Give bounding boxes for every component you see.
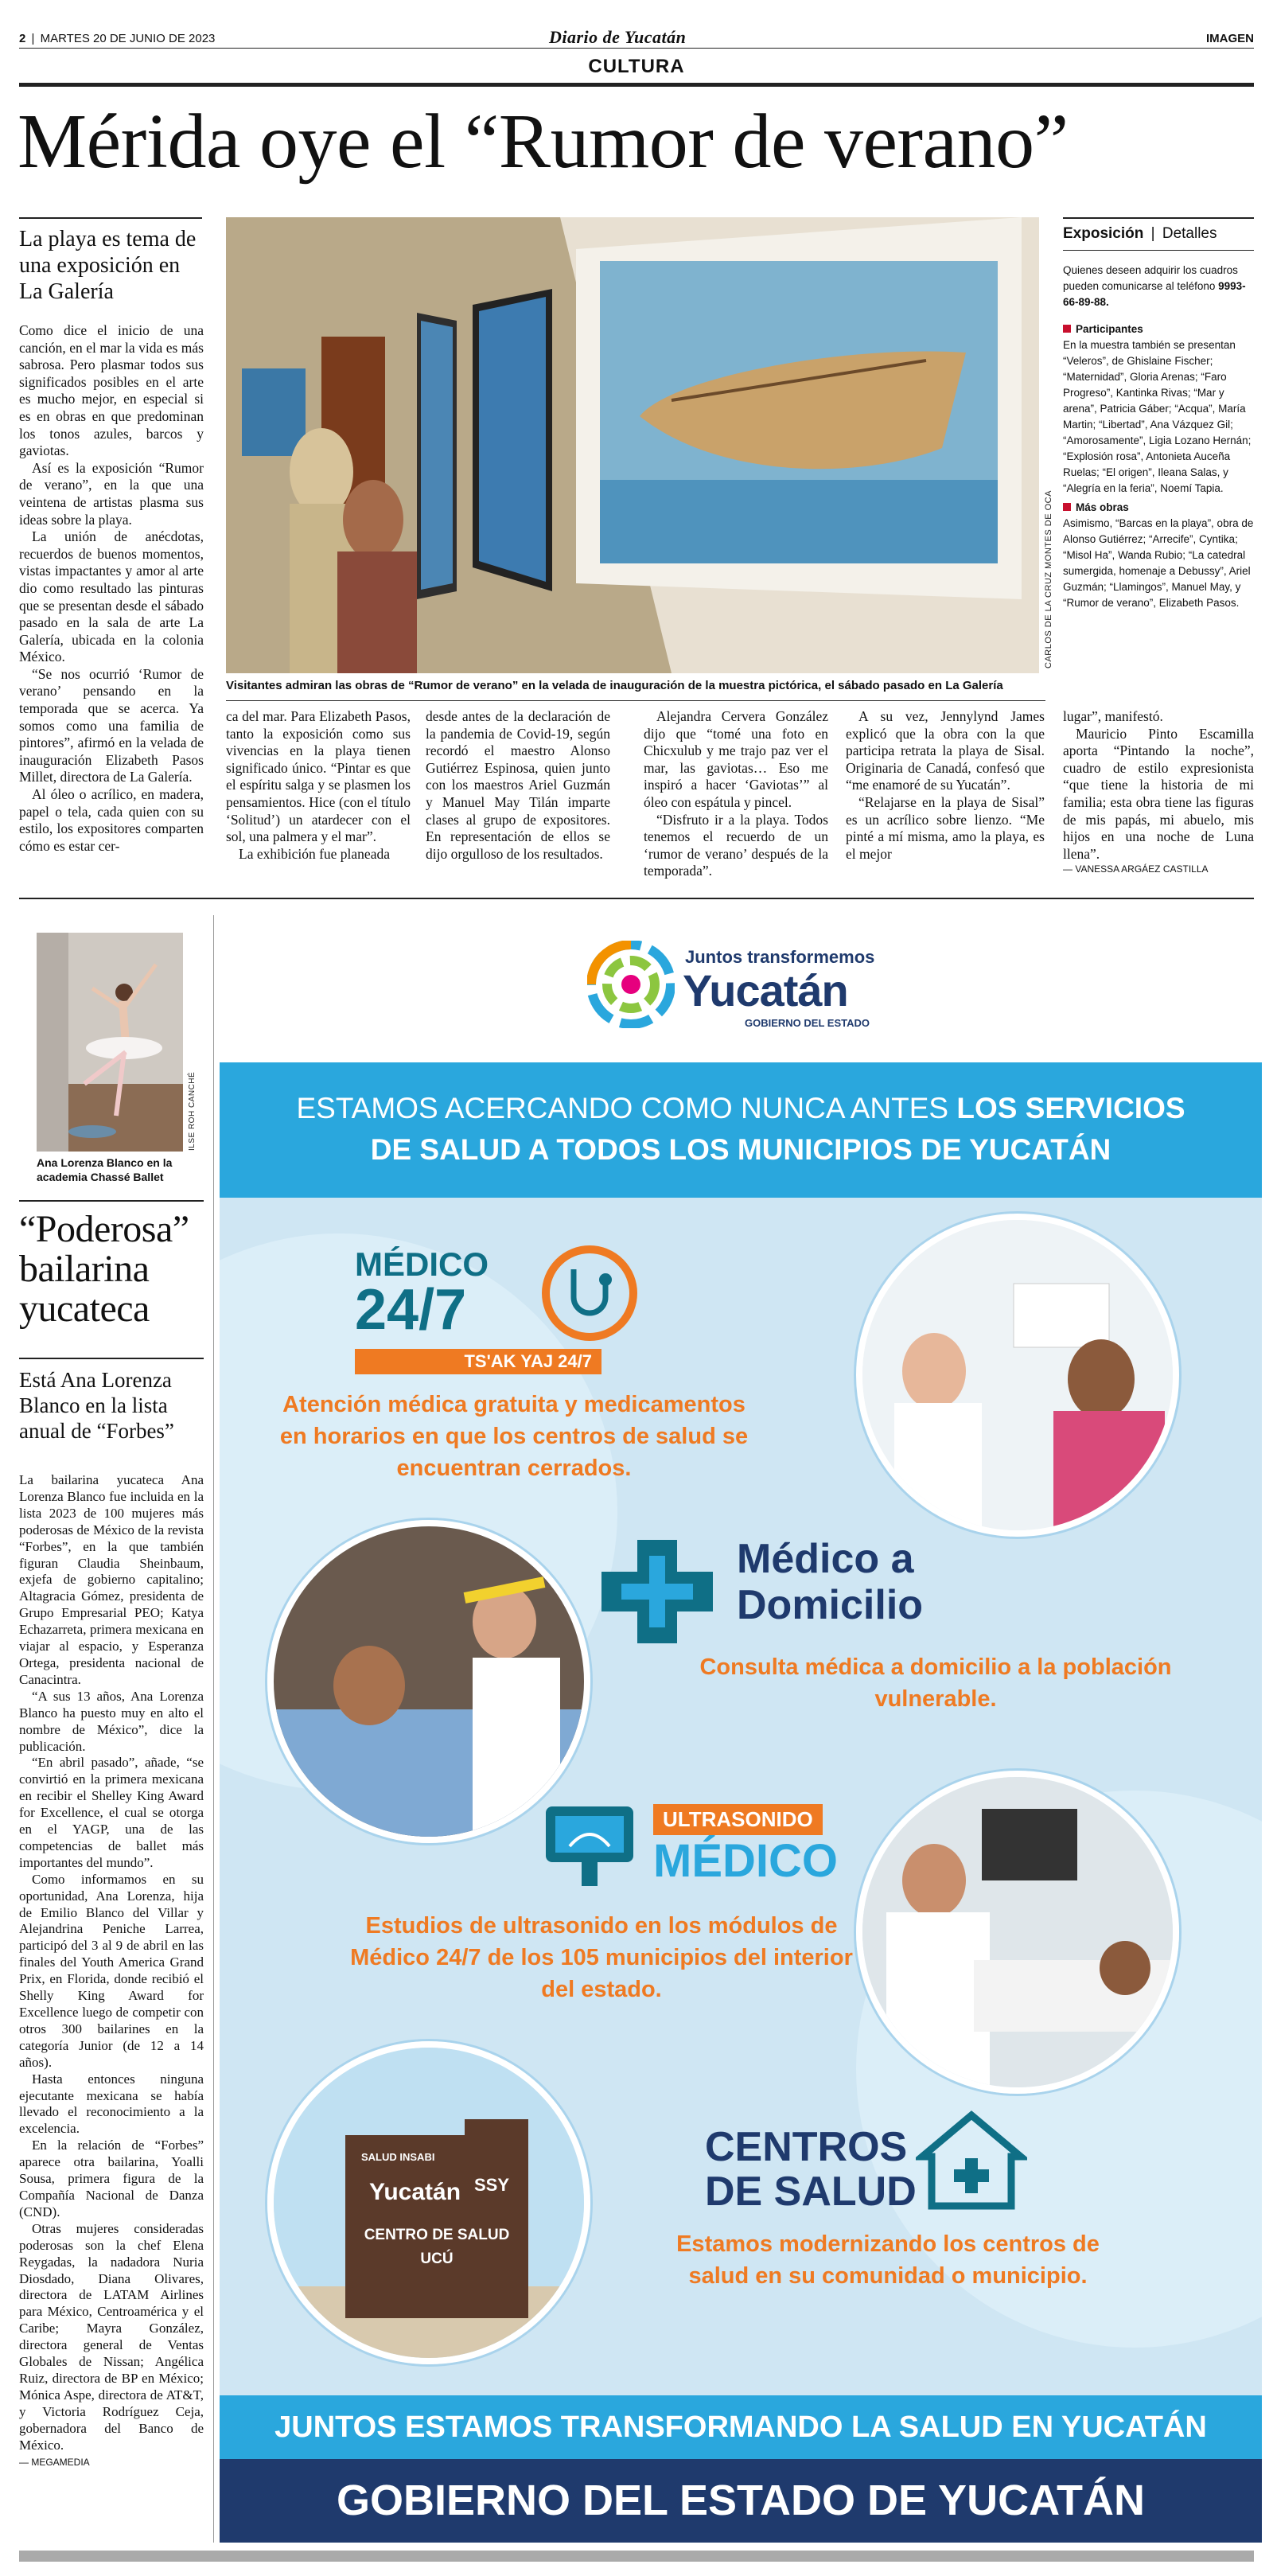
paragraph: Alejandra Cervera González dijo que “tomé una foto en Chicxulub y me trajo paz ver el mar, las gaviotas… Eso me inspiró a hacer ‘Gaviotas’” al óleo con espátula y pincel. bbox=[644, 708, 828, 810]
participants-heading bbox=[1063, 322, 1254, 337]
paragraph: Como informamos en su oportunidad, Ana Lorenza, hija de Emilio Blanco del Villar y Alejandrina Peniche Larrea, participó del 3 al 9 de abril en las finales del Youth America Grand Prix, en Florida, donde recibió el Shelly King Award for Excellence luego de competir con otros 300 bailarines en la categoría Junior (de 12 a 14 años). bbox=[19, 1871, 204, 2070]
sidebar-intro bbox=[1063, 263, 1254, 310]
yucatan-logo-icon bbox=[587, 941, 675, 1028]
sidebar-rule-2 bbox=[1063, 250, 1254, 251]
sign-line-1: CENTRO DE SALUD bbox=[364, 2227, 510, 2243]
participants-heading-text: Participantes bbox=[1076, 323, 1143, 335]
ad-footer-banner-2: GOBIERNO DEL ESTADO DE YUCATÁN bbox=[220, 2459, 1262, 2543]
ad-top-banner bbox=[220, 1062, 1262, 1198]
section-label-right: IMAGEN bbox=[1206, 32, 1254, 45]
article2-deck: Está Ana Lorenza Blanco en la lista anual de “Forbes” bbox=[19, 1368, 174, 1443]
clinic-house-icon bbox=[916, 2109, 1027, 2212]
gallery-photo bbox=[226, 217, 1039, 673]
column-divider bbox=[213, 915, 214, 2543]
medico-maya: TS'AK YAJ 24/7 bbox=[355, 1349, 601, 1374]
article-column-2 bbox=[226, 708, 411, 863]
doctor-photo-illustration bbox=[862, 1220, 1173, 1530]
ad-footer-banner-1: JUNTOS ESTAMOS TRANSFORMANDO LA SALUD EN YUCATÁN bbox=[220, 2395, 1262, 2459]
domicilio-title-1: Médico a bbox=[737, 1536, 914, 1582]
page-number: 2 bbox=[19, 32, 26, 45]
paragraph: “Se nos ocurrió ‘Rumor de verano’ pensando en la temporada que se acerca. Ya somos como una familia de pintores”, afirmó en la velada de inauguración Elizabeth Pasos Millet, directora de La Galería. bbox=[19, 665, 204, 785]
section-rule bbox=[19, 83, 1254, 87]
sidebar-title-main: Exposición bbox=[1063, 225, 1144, 242]
bullet-square-icon bbox=[1063, 503, 1071, 511]
paragraph: “En abril pasado”, añade, “se convirtió en la primera mexicana en recibir el Shelley King Award for Excellence, el cual se otorga en el YAGP, una de las competencias de ballet más importantes del mundo”. bbox=[19, 1755, 204, 1870]
section-divider bbox=[19, 898, 1254, 899]
domicilio-title bbox=[737, 1536, 923, 1628]
photo-credit-2: ILSE ROH CANCHÉ bbox=[188, 1071, 197, 1151]
page-number-date: 2 | MARTES 20 DE JUNIO DE 2023 bbox=[19, 32, 216, 45]
sign-top: SALUD INSABI bbox=[361, 2151, 435, 2163]
home-visit-illustration bbox=[274, 1526, 584, 1837]
article-column-5 bbox=[846, 708, 1045, 863]
footer-rule bbox=[19, 2551, 1254, 2562]
medico-247: 24/7 bbox=[355, 1278, 467, 1342]
domicilio-title-2: Domicilio bbox=[737, 1582, 924, 1628]
participants-text: En la muestra también se presentan “Veleros”, de Ghislaine Fischer; “Maternidad”, Gloria Arenas; “Faro Progreso”, Kantinka Rivas; “Mar y arena”, Patricia Gáber; “Acqua”, María Martin; “Libertad”, Ana Vázquez Gil; “Amorosamente”, Ligia Lozano Hernán; “Explosión rosa”, Antonieta Auceña Ruelas; “El origen”, Ileana Salas, y “Alegría en la feria”, Noemí Tapia. bbox=[1063, 339, 1252, 494]
home-visit-photo bbox=[267, 1520, 590, 1843]
section-name: CULTURA bbox=[588, 56, 685, 77]
sign-brand: Yucatán bbox=[369, 2179, 461, 2205]
centros-text: Estamos modernizando los centros de salud en su comunidad o municipio. bbox=[676, 2231, 1100, 2289]
article-column-4 bbox=[644, 708, 828, 880]
sidebar-phone: 9993-66-89-88. bbox=[1063, 280, 1246, 308]
centros-title-1: CENTROS bbox=[705, 2124, 908, 2170]
health-center-photo bbox=[267, 2041, 590, 2364]
paragraph: Hasta entonces ninguna ejecutante mexicana se había llevado el reconocimiento a la excelencia. bbox=[19, 2071, 204, 2137]
sidebar-title-sub: Detalles bbox=[1162, 225, 1217, 242]
banner-line-2: DE SALUD A TODOS LOS MUNICIPIOS DE YUCATÁN bbox=[370, 1133, 1111, 1166]
paragraph: desde antes de la declaración de la pandemia de Covid-19, según recordó el maestro Alonso Gutiérrez Espinosa, quien junto con los maestros Ariel Guzmán y Manuel May Tilán imparte clases al grupo de expositores. En representación de ellos se dijo orgulloso de los resultados. bbox=[426, 708, 610, 862]
paragraph: Otras mujeres consideradas poderosas son la chef Elena Reygadas, la nadadora Nuria Diosdado, Diana Olivares, directora de LATAM Airlines para México, Centroamérica y el Caribe; Mayra González, directora general de Ventas Globales de Nissan; Angélica Ruiz, directora de BP en México; Mónica Aspe, directora de AT&T, y Victoria Rodríguez Ceja, gobernadora del Banco de México. bbox=[19, 2220, 204, 2453]
ultrasound-photo-illustration bbox=[862, 1777, 1173, 2087]
more-heading-text: Más obras bbox=[1076, 501, 1129, 513]
ballerina-illustration bbox=[37, 933, 183, 1152]
more-heading bbox=[1063, 500, 1254, 516]
paragraph: “Disfruto ir a la playa. Todos tenemos el recuerdo de un ‘rumor de verano’ después de la temporada”. bbox=[644, 811, 828, 879]
ultra-text: Estudios de ultrasonido en los módulos de Médico 24/7 de los 105 municipios del interior del estado. bbox=[350, 1913, 853, 2002]
ad-logo-area bbox=[220, 915, 1262, 1062]
ballerina-photo bbox=[37, 933, 183, 1152]
paragraph: La exhibición fue planeada bbox=[239, 845, 390, 862]
sidebar-body bbox=[1063, 263, 1254, 611]
bullet-square-icon bbox=[1063, 325, 1071, 333]
paragraph: lugar”, manifestó. bbox=[1063, 708, 1163, 724]
paragraph: “Relajarse en la playa de Sisal” es un acrílico sobre lienzo. “Me pinté a mí misma, amo la playa, es el mejor bbox=[846, 793, 1045, 862]
masthead: Diario de Yucatán bbox=[549, 27, 687, 47]
photo-credit: CARLOS DE LA CRUZ MONTES DE OCA bbox=[1044, 490, 1053, 668]
doctor-photo bbox=[856, 1214, 1179, 1537]
paragraph: En la relación de “Forbes” aparece otra bailarina, Yoalli Sousa, primera figura de la Compañía Nacional de Danza (CND). bbox=[19, 2138, 204, 2219]
paragraph: Así es la exposición “Rumor de verano”, en la que una veintena de artistas plasma sus ideas sobre la playa. bbox=[19, 459, 204, 528]
article-column-1 bbox=[19, 322, 204, 855]
ballerina-caption: Ana Lorenza Blanco en la academia Chassé Ballet bbox=[37, 1156, 173, 1183]
article2-deck-rule bbox=[19, 1358, 204, 1359]
deck-rule bbox=[19, 217, 202, 219]
medical-cross-icon bbox=[594, 1532, 721, 1651]
paragraph: La bailarina yucateca Ana Lorenza Blanco fue incluida en la lista 2023 de 100 mujeres más poderosas de México de la revista “Forbes”, en la que también figuran Claudia Sheinbaum, exjefa de gobierno capitalino; Altagracia Gómez, presidenta de Grupo Empresarial PEO; Katya Echazarreta, primera mexicana en viajar al espacio, y Esperanza Ortega, presidenta nacional de Canacintra. bbox=[19, 1472, 204, 1687]
centros-title-2: DE SALUD bbox=[705, 2169, 917, 2215]
paragraph: A su vez, Jennylynd James explicó que la obra con la que participa retrata la playa de Sisal. Originaria de Canadá, confesó que “me enamoré de su Yucatán”. bbox=[846, 708, 1045, 793]
paragraph: La unión de anécdotas, recuerdos de buenos momentos, vistas impactantes y amor al arte dio como resultado las pinturas que se presentan desde el sábado pasado en la sala de arte La Galería, ubicada en la colonia México. bbox=[19, 528, 204, 665]
headline: Mérida oye el “Rumor de verano” bbox=[18, 99, 1069, 185]
ultra-label-2: MÉDICO bbox=[653, 1835, 838, 1887]
domicilio-text: Consulta médica a domicilio a la población vulnerable. bbox=[699, 1654, 1172, 1712]
banner-line-1a: ESTAMOS ACERCANDO COMO NUNCA ANTES bbox=[296, 1092, 957, 1124]
paragraph: Al óleo o acrílico, en madera, papel o tela, cada quien con su estilo, los expositores comparten cómo es estar cer- bbox=[19, 786, 204, 854]
ultrasound-icon bbox=[538, 1799, 649, 1894]
logo-sub-text: GOBIERNO DEL ESTADO bbox=[745, 1017, 870, 1029]
logo-small-text: Juntos transformemos bbox=[685, 947, 875, 967]
paragraph: Como dice el inicio de una canción, en el mar la vida es más sabrosa. Pero plasmar todos sus significados posibles en el arte es mucho mejor, en especial si es en obras en que predominan los tonos azules, barcos y gaviotas. bbox=[19, 322, 204, 459]
banner-line-1b: LOS SERVICIOS bbox=[956, 1092, 1185, 1124]
header-rule bbox=[19, 48, 1254, 49]
article2-rule bbox=[19, 1200, 204, 1202]
medico-text: Atención médica gratuita y medicamentos en horarios en que los centros de salud se encuentran cerrados. bbox=[279, 1392, 749, 1481]
byline-2: — MEGAMEDIA bbox=[19, 2457, 90, 2469]
sidebar-title: Exposición | Detalles bbox=[1063, 225, 1217, 242]
paragraph: Mauricio Pinto Escamilla aporta “Pintando la noche”, cuadro de estilo expresionista “que tiene la historia de mi familia; esta obra tiene las figuras de mis papás, mi abuelo, mis hijos en una noche de Luna llena”. bbox=[1063, 725, 1254, 862]
paragraph: “A sus 13 años, Ana Lorenza Blanco ha puesto muy en alto el nombre de México”, dice la publicación. bbox=[19, 1688, 204, 1754]
caption-rule bbox=[226, 700, 1045, 701]
ultrasound-photo bbox=[856, 1771, 1179, 2094]
article-deck: La playa es tema de una exposición en La Galería bbox=[19, 227, 197, 304]
gallery-photo-illustration bbox=[226, 217, 1039, 673]
article-column-6 bbox=[1063, 708, 1254, 875]
photo-caption: Visitantes admiran las obras de “Rumor de verano” en la velada de inauguración de la muestra pictórica, el sábado pasado en La Galería bbox=[226, 679, 1003, 692]
article2-body bbox=[19, 1472, 204, 2471]
sidebar-intro-text: Quienes deseen adquirir los cuadros pueden comunicarse al teléfono bbox=[1063, 264, 1238, 292]
article2-headline: “Poderosa” bailarina yucateca bbox=[19, 1208, 189, 1330]
health-advertisement bbox=[220, 915, 1262, 2543]
centros-title bbox=[705, 2125, 917, 2214]
paragraph: ca del mar. Para Elizabeth Pasos, tanto la exposición como sus vivencias en la playa tienen significado único. “Pintar es que el espíritu salga y se plasmen los pensamientos. Hice (con el título ‘Solitud’) un atardecer con el sol, una palmera y el mar”. bbox=[226, 708, 411, 845]
sidebar-rule bbox=[1063, 217, 1254, 219]
sign-ssy: SSY bbox=[474, 2175, 510, 2195]
sign-line-2: UCÚ bbox=[420, 2251, 454, 2267]
ultra-label-1: ULTRASONIDO bbox=[653, 1804, 823, 1835]
stethoscope-icon bbox=[538, 1241, 641, 1345]
byline: — VANESSA ARGÁEZ CASTILLA bbox=[1063, 863, 1209, 875]
logo-big-text: Yucatán bbox=[683, 965, 848, 1015]
medico-label: MÉDICO bbox=[355, 1245, 489, 1283]
article-column-3 bbox=[426, 708, 610, 863]
page-date: MARTES 20 DE JUNIO DE 2023 bbox=[40, 32, 216, 45]
banner-line-1 bbox=[220, 1088, 1262, 1129]
more-text: Asimismo, “Barcas en la playa”, obra de Alonso Gutiérrez; “Arrecife”, Cyntika; “Misol Ha”, Wanda Rubio; “La catedral sumergida, homenaje a Debussy”, Ariel Guzmán; “Llamingos”, Manuel May, y “Rumor de verano”, Elizabeth Pasos. bbox=[1063, 517, 1254, 609]
